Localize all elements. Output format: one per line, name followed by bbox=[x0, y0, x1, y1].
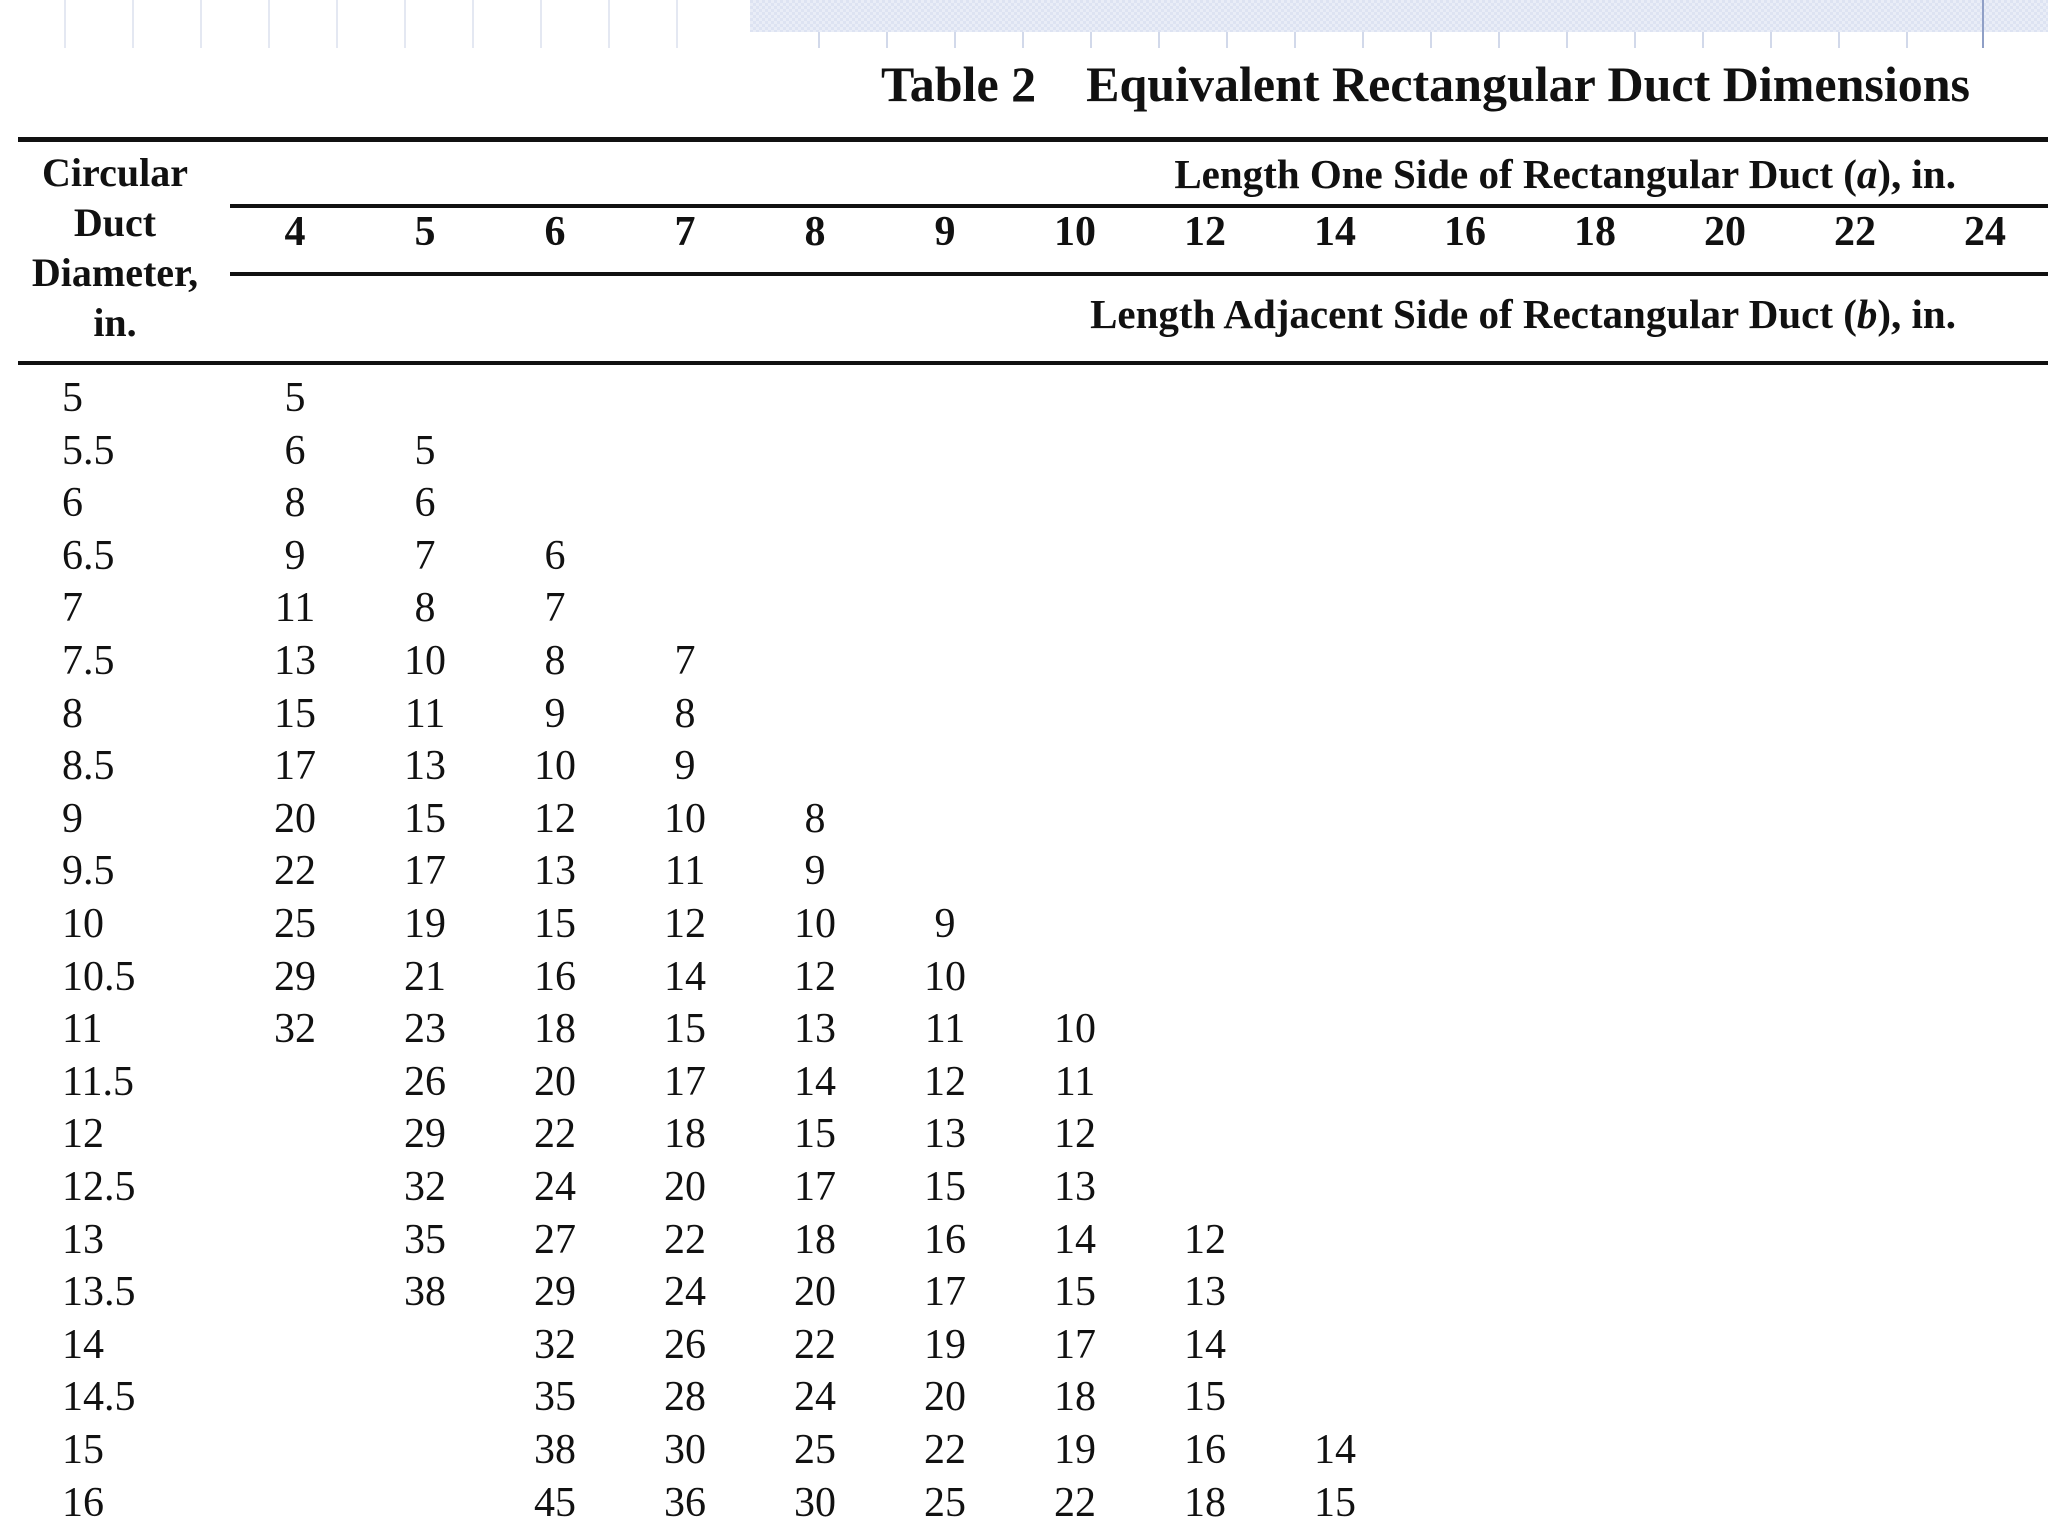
header-bottom-rule bbox=[18, 361, 2048, 365]
table-cell: 8 bbox=[284, 480, 306, 527]
column-header-a-5: 5 bbox=[414, 209, 436, 255]
header-grid-cell bbox=[132, 0, 200, 48]
table-cell: 30 bbox=[794, 1479, 836, 1526]
column-header-a-16: 16 bbox=[1444, 209, 1486, 255]
table-cell: 29 bbox=[404, 1111, 446, 1158]
row-header-line: in. bbox=[93, 300, 137, 345]
column-header-a-18: 18 bbox=[1574, 209, 1616, 255]
table-cell: 11 bbox=[274, 585, 316, 632]
table-cell: 6 bbox=[544, 532, 566, 579]
table-cell: 25 bbox=[274, 901, 316, 947]
row-diameter: 15 bbox=[62, 1427, 104, 1473]
table-cell: 22 bbox=[794, 1321, 836, 1368]
row-header-line: Circular bbox=[42, 150, 188, 195]
row-diameter: 9.5 bbox=[62, 848, 115, 895]
table-cell: 18 bbox=[1184, 1479, 1226, 1526]
header-grid-cell bbox=[540, 0, 608, 48]
header-grid-cell bbox=[676, 0, 744, 48]
header-grid-cell bbox=[404, 0, 472, 48]
row-diameter: 10.5 bbox=[62, 953, 136, 1000]
header-band-tick bbox=[1566, 32, 1568, 48]
table-cell: 28 bbox=[664, 1374, 706, 1421]
table-cell: 24 bbox=[794, 1374, 836, 1421]
header-band-tick bbox=[1226, 32, 1228, 48]
table-cell: 10 bbox=[1054, 1006, 1096, 1053]
row-diameter: 13 bbox=[62, 1216, 104, 1263]
table-cell: 8 bbox=[804, 795, 826, 842]
table-cell: 17 bbox=[924, 1269, 966, 1316]
header-band bbox=[750, 0, 2048, 32]
table-cell: 11 bbox=[664, 848, 706, 895]
row-diameter: 8.5 bbox=[62, 743, 115, 790]
table-cell: 22 bbox=[534, 1111, 576, 1158]
table-cell: 15 bbox=[1184, 1374, 1226, 1421]
table-cell: 9 bbox=[804, 848, 826, 895]
column-header-a-6: 6 bbox=[544, 209, 566, 255]
row-diameter: 12.5 bbox=[62, 1164, 136, 1210]
table-cell: 22 bbox=[664, 1216, 706, 1263]
table-cell: 13 bbox=[274, 638, 316, 684]
table-cell: 24 bbox=[534, 1164, 576, 1210]
table-cell: 15 bbox=[274, 690, 316, 737]
column-header-a-12: 12 bbox=[1184, 209, 1226, 255]
table-cell: 17 bbox=[274, 743, 316, 790]
header-band-tick bbox=[886, 32, 888, 48]
table-cell: 12 bbox=[664, 901, 706, 947]
table-cell: 35 bbox=[404, 1216, 446, 1263]
table-cell: 10 bbox=[534, 743, 576, 790]
table-cell: 15 bbox=[1314, 1479, 1356, 1526]
table-cell: 9 bbox=[934, 901, 956, 947]
table-cell: 8 bbox=[674, 690, 696, 737]
header-band-end bbox=[1982, 0, 1984, 48]
table-cell: 18 bbox=[664, 1111, 706, 1158]
header-band-tick bbox=[954, 32, 956, 48]
table-cell: 10 bbox=[794, 901, 836, 947]
table-cell: 26 bbox=[404, 1058, 446, 1105]
table-cell: 17 bbox=[404, 848, 446, 895]
slide-header-decoration bbox=[0, 0, 2048, 48]
table-cell: 15 bbox=[664, 1006, 706, 1053]
table-cell: 9 bbox=[284, 532, 306, 579]
table-cell: 30 bbox=[664, 1427, 706, 1473]
table-cell: 14 bbox=[1054, 1216, 1096, 1263]
table-cell: 14 bbox=[1184, 1321, 1226, 1368]
table-cell: 8 bbox=[414, 585, 436, 632]
row-diameter: 6.5 bbox=[62, 532, 115, 579]
table-top-rule bbox=[18, 137, 2048, 142]
column-header-a-9: 9 bbox=[934, 209, 956, 255]
header-grid-cell bbox=[200, 0, 268, 48]
header-band-tick bbox=[1498, 32, 1500, 48]
header-sub-rule bbox=[230, 272, 2048, 276]
table-cell: 10 bbox=[664, 795, 706, 842]
table-cell: 11 bbox=[1054, 1058, 1096, 1105]
table-title: Table 2 Equivalent Rectangular Duct Dimensions bbox=[880, 56, 1970, 112]
row-header-line: Diameter, bbox=[31, 250, 199, 295]
header-band-tick bbox=[1294, 32, 1296, 48]
row-diameter: 9 bbox=[62, 795, 83, 842]
header-grid-cell bbox=[268, 0, 336, 48]
header-band-tick bbox=[1906, 32, 1908, 48]
table-cell: 7 bbox=[544, 585, 566, 632]
header-band-tick bbox=[1634, 32, 1636, 48]
header-grid-cell bbox=[472, 0, 540, 48]
table-cell: 8 bbox=[544, 638, 566, 684]
table-cell: 12 bbox=[1054, 1111, 1096, 1158]
table-cell: 21 bbox=[404, 953, 446, 1000]
table-cell: 36 bbox=[664, 1479, 706, 1526]
row-diameter: 7 bbox=[62, 585, 83, 632]
table-cell: 32 bbox=[534, 1321, 576, 1368]
table-cell: 20 bbox=[664, 1164, 706, 1210]
table-cell: 17 bbox=[664, 1058, 706, 1105]
table-cell: 9 bbox=[544, 690, 566, 737]
header-grid-cell bbox=[64, 0, 132, 48]
header-band-tick bbox=[1430, 32, 1432, 48]
table-cell: 10 bbox=[924, 953, 966, 1000]
table-cell: 25 bbox=[924, 1479, 966, 1526]
row-diameter: 6 bbox=[62, 480, 83, 527]
header-band-tick bbox=[1022, 32, 1024, 48]
table-cell: 32 bbox=[274, 1006, 316, 1053]
header-mid-rule bbox=[230, 204, 2048, 208]
table-cell: 27 bbox=[534, 1216, 576, 1263]
table-cell: 18 bbox=[794, 1216, 836, 1263]
row-diameter: 14 bbox=[62, 1321, 104, 1368]
column-header-a-10: 10 bbox=[1054, 209, 1096, 255]
table-cell: 18 bbox=[1054, 1374, 1096, 1421]
table-cell: 12 bbox=[924, 1058, 966, 1105]
table-cell: 6 bbox=[414, 480, 436, 527]
table-cell: 29 bbox=[274, 953, 316, 1000]
table-cell: 20 bbox=[924, 1374, 966, 1421]
table-cell: 13 bbox=[404, 743, 446, 790]
row-diameter: 10 bbox=[62, 901, 104, 947]
table-cell: 25 bbox=[794, 1427, 836, 1473]
row-diameter: 5.5 bbox=[62, 427, 115, 474]
row-diameter: 12 bbox=[62, 1111, 104, 1158]
table-cell: 14 bbox=[1314, 1427, 1356, 1473]
table-cell: 13 bbox=[924, 1111, 966, 1158]
table-cell: 32 bbox=[404, 1164, 446, 1210]
table-cell: 12 bbox=[534, 795, 576, 842]
table-cell: 7 bbox=[414, 532, 436, 579]
table-cell: 17 bbox=[794, 1164, 836, 1210]
row-header-line: Duct bbox=[73, 200, 157, 245]
table-cell: 19 bbox=[1054, 1427, 1096, 1473]
row-diameter: 14.5 bbox=[62, 1374, 136, 1421]
table-cell: 6 bbox=[284, 427, 306, 474]
header-band-tick bbox=[1770, 32, 1772, 48]
table-cell: 13 bbox=[794, 1006, 836, 1053]
table-cell: 15 bbox=[1054, 1269, 1096, 1316]
table-cell: 20 bbox=[534, 1058, 576, 1105]
table-cell: 19 bbox=[924, 1321, 966, 1368]
table-cell: 10 bbox=[404, 638, 446, 684]
column-header-a-22: 22 bbox=[1834, 209, 1876, 255]
table-cell: 16 bbox=[534, 953, 576, 1000]
table-cell: 35 bbox=[534, 1374, 576, 1421]
table-cell: 15 bbox=[534, 901, 576, 947]
table-cell: 16 bbox=[1184, 1427, 1226, 1473]
table-cell: 5 bbox=[414, 427, 436, 474]
table-cell: 16 bbox=[924, 1216, 966, 1263]
table-cell: 22 bbox=[274, 848, 316, 895]
table-cell: 24 bbox=[664, 1269, 706, 1316]
header-band-tick bbox=[1090, 32, 1092, 48]
table-cell: 11 bbox=[924, 1006, 966, 1053]
table-cell: 14 bbox=[664, 953, 706, 1000]
table-cell: 18 bbox=[534, 1006, 576, 1053]
column-header-a-14: 14 bbox=[1314, 209, 1356, 255]
top-group-label: Length One Side of Rectangular Duct (a), in. bbox=[1174, 151, 1956, 197]
table-cell: 20 bbox=[274, 795, 316, 842]
row-diameter: 8 bbox=[62, 690, 83, 737]
row-diameter: 5 bbox=[62, 375, 83, 421]
header-band-tick bbox=[1158, 32, 1160, 48]
table-cell: 15 bbox=[404, 795, 446, 842]
table-cell: 12 bbox=[794, 953, 836, 1000]
table-cell: 9 bbox=[674, 743, 696, 790]
table-cell: 17 bbox=[1054, 1321, 1096, 1368]
table-cell: 13 bbox=[1054, 1164, 1096, 1210]
bottom-group-label: Length Adjacent Side of Rectangular Duct (b), in. bbox=[1090, 291, 1956, 337]
table-cell: 15 bbox=[924, 1164, 966, 1210]
table-cell: 38 bbox=[404, 1269, 446, 1316]
table-cell: 13 bbox=[1184, 1269, 1226, 1316]
row-diameter: 11 bbox=[62, 1006, 103, 1053]
row-diameter: 13.5 bbox=[62, 1269, 136, 1316]
column-header-a-4: 4 bbox=[284, 209, 306, 255]
row-diameter: 11.5 bbox=[62, 1058, 134, 1105]
table-cell: 11 bbox=[404, 690, 446, 737]
header-band-tick bbox=[1362, 32, 1364, 48]
column-header-a-24: 24 bbox=[1964, 209, 2006, 255]
column-header-a-7: 7 bbox=[674, 209, 696, 255]
table-cell: 26 bbox=[664, 1321, 706, 1368]
header-band-tick bbox=[1702, 32, 1704, 48]
table-cell: 15 bbox=[794, 1111, 836, 1158]
table-cell: 38 bbox=[534, 1427, 576, 1473]
header-band-tick bbox=[818, 32, 820, 48]
column-header-a-20: 20 bbox=[1704, 209, 1746, 255]
table-cell: 22 bbox=[1054, 1479, 1096, 1526]
table-cell: 45 bbox=[534, 1479, 576, 1526]
table-cell: 13 bbox=[534, 848, 576, 895]
header-grid-cell bbox=[608, 0, 676, 48]
row-diameter: 16 bbox=[62, 1479, 104, 1526]
table-cell: 14 bbox=[794, 1058, 836, 1105]
table-cell: 22 bbox=[924, 1427, 966, 1473]
table-cell: 5 bbox=[284, 375, 306, 421]
table-cell: 19 bbox=[404, 901, 446, 947]
table-cell: 12 bbox=[1184, 1216, 1226, 1263]
table-cell: 23 bbox=[404, 1006, 446, 1053]
table-cell: 7 bbox=[674, 638, 696, 684]
header-grid-cell bbox=[336, 0, 404, 48]
table-cell: 20 bbox=[794, 1269, 836, 1316]
header-band-tick bbox=[1838, 32, 1840, 48]
row-diameter: 7.5 bbox=[62, 638, 115, 684]
column-header-a-8: 8 bbox=[804, 209, 826, 255]
table-cell: 29 bbox=[534, 1269, 576, 1316]
